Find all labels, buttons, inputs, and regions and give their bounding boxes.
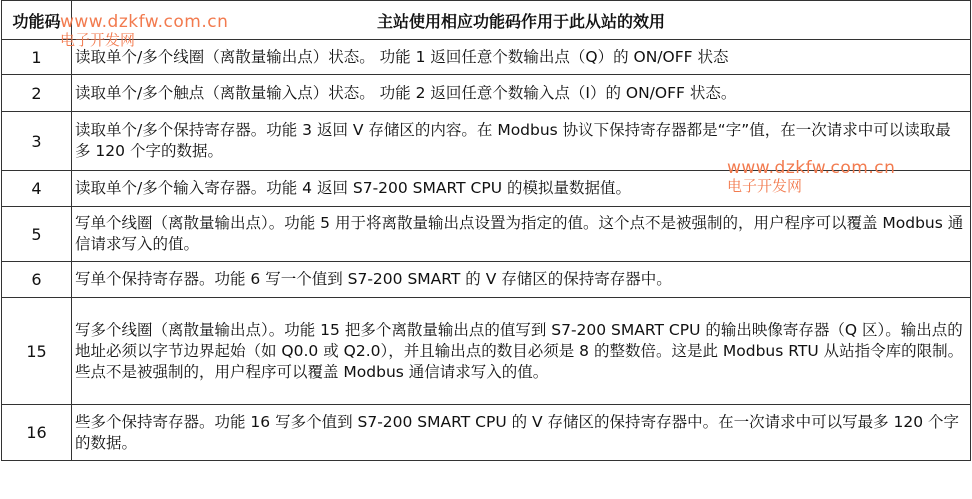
description-cell: 读取单个/多个触点（离散量输入点）状态。 功能 2 返回任意个数输入点（I）的 ON/OFF 状态。 [72, 75, 971, 112]
header-effect: 主站使用相应功能码作用于此从站的效用 [72, 1, 971, 40]
table-row [2, 207, 971, 262]
description-cell: 写单个保持寄存器。功能 6 写一个值到 S7-200 SMART 的 V 存储区的保持寄存器中。 [72, 262, 971, 298]
table-row [2, 262, 971, 298]
description-cell: 些多个保持寄存器。功能 16 写多个值到 S7-200 SMART CPU 的 V 存储区的保持寄存器中。在一次请求中可以写最多 120 个字的数据。 [72, 405, 971, 461]
table-row [2, 75, 971, 112]
function-code-cell: 5 [2, 207, 72, 262]
description-cell: 读取单个/多个输入寄存器。功能 4 返回 S7-200 SMART CPU 的模拟量数据值。 [72, 171, 971, 207]
description-cell: 读取单个/多个线圈（离散量输出点）状态。 功能 1 返回任意个数输出点（Q）的 ON/OFF 状态 [72, 40, 971, 75]
watermark-cn: 电子开发网 [60, 31, 136, 49]
function-code-cell: 6 [2, 262, 72, 298]
description-cell: 写多个线圈（离散量输出点）。功能 15 把多个离散量输出点的值写到 S7-200 SMART CPU 的输出映像寄存器（Q 区）。输出点的地址必须以字节边界起始（如 Q0.0 或 Q2.0），并且输出点的数目必须是 8 的整数倍。这是此 Modbus RTU 从站指令库的限制。些点不是被强制的，用户程序可以覆盖 Modbus 通信请求写入的值。 [72, 298, 971, 405]
watermark-url: www.dzkfw.com.cn [60, 12, 229, 32]
watermark-url: www.dzkfw.com.cn [727, 158, 896, 178]
function-code-cell: 2 [2, 75, 72, 112]
header-function-code: 功能码 [2, 1, 72, 40]
function-code-cell: 3 [2, 112, 72, 171]
function-code-cell: 1 [2, 40, 72, 75]
function-code-cell: 15 [2, 298, 72, 405]
function-code-cell: 4 [2, 171, 72, 207]
description-cell: 写单个线圈（离散量输出点）。功能 5 用于将离散量输出点设置为指定的值。这个点不是被强制的，用户程序可以覆盖 Modbus 通信请求写入的值。 [72, 207, 971, 262]
table-row [2, 298, 971, 405]
watermark-cn: 电子开发网 [727, 177, 803, 195]
description-cell: 读取单个/多个保持寄存器。功能 3 返回 V 存储区的内容。在 Modbus 协议下保持寄存器都是“字”值，在一次请求中可以读取最多 120 个字的数据。 [72, 112, 971, 171]
watermark-top-left [60, 14, 228, 48]
watermark-right [727, 160, 895, 194]
table-row [2, 405, 971, 461]
function-code-table [1, 0, 971, 461]
function-code-cell: 16 [2, 405, 72, 461]
